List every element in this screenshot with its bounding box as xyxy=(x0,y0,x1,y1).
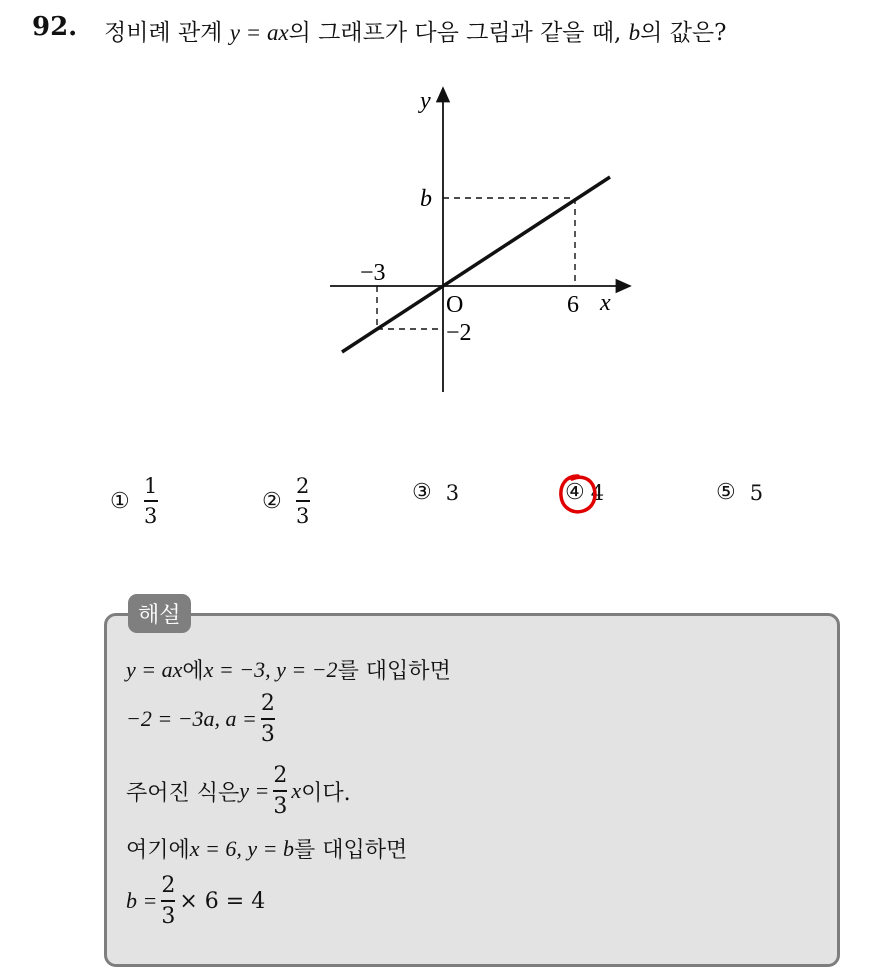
proportion-graph xyxy=(300,78,660,408)
x-axis-label: x xyxy=(600,290,611,316)
sol-eq: × 6 = 4 xyxy=(179,888,266,914)
answer-mark-icon xyxy=(555,470,601,518)
sol-text: 를 대입하면 xyxy=(337,659,451,684)
choice-5-number: ⑤ xyxy=(716,480,736,505)
choice-2-number: ② xyxy=(262,488,282,514)
sol-denominator: 3 xyxy=(260,722,275,748)
choice-1[interactable] xyxy=(110,475,158,527)
label-6: 6 xyxy=(567,292,579,318)
sol-text: 주어진 식은 xyxy=(126,780,240,806)
fraction-bar xyxy=(273,790,287,792)
sol-sub: x = 6, y = b xyxy=(189,835,294,861)
choice-1-numerator: 1 xyxy=(144,474,158,498)
solution-line-5 xyxy=(126,874,265,928)
sol-text: 를 대입하면 xyxy=(294,838,408,863)
sol-fraction xyxy=(161,874,175,928)
choice-2-fraction xyxy=(296,475,310,527)
solution-line-2 xyxy=(126,692,279,746)
sol-text: 이다. xyxy=(301,780,351,806)
sol-numerator: 2 xyxy=(260,691,275,716)
choice-1-denominator: 3 xyxy=(144,504,158,529)
fraction-bar xyxy=(261,718,275,720)
solution-line-1 xyxy=(126,654,451,685)
fraction-bar xyxy=(296,500,310,502)
sol-numerator: 2 xyxy=(161,873,176,898)
choice-1-fraction xyxy=(144,475,158,527)
sol-numerator: 2 xyxy=(273,763,288,788)
problem-number: 92. xyxy=(32,12,78,42)
origin-label: O xyxy=(446,292,464,318)
problem-equation: y = ax xyxy=(229,20,289,45)
label-neg2: −2 xyxy=(446,320,472,346)
sol-denominator: 3 xyxy=(161,904,176,930)
label-neg3: −3 xyxy=(360,260,386,286)
choice-2[interactable] xyxy=(262,475,310,527)
choice-3-number: ③ xyxy=(412,480,432,505)
choice-3[interactable] xyxy=(412,480,459,505)
sol-var: x xyxy=(291,778,302,804)
label-b: b xyxy=(420,186,432,212)
sol-denominator: 3 xyxy=(273,794,288,820)
problem-text-part2: 의 그래프가 다음 그림과 같을 때, xyxy=(288,20,629,46)
choice-1-number: ① xyxy=(110,488,130,514)
problem-text-part3: 의 값은? xyxy=(640,20,727,46)
fraction-bar xyxy=(144,500,158,502)
sol-eq: y = xyxy=(239,778,270,804)
choice-2-denominator: 3 xyxy=(296,504,310,529)
sol-fraction xyxy=(273,764,287,818)
problem-text-part1: 정비례 관계 xyxy=(104,20,230,46)
fraction-bar xyxy=(161,900,175,902)
choice-4-value: 4 xyxy=(590,480,605,505)
y-axis-label: y xyxy=(420,88,431,114)
sol-eq: −2 = −3a, a = xyxy=(126,706,257,732)
sol-text: 여기에 xyxy=(126,838,190,863)
problem-var-b: b xyxy=(628,20,641,45)
choice-5[interactable] xyxy=(716,480,763,505)
solution-line-3 xyxy=(126,764,351,818)
sol-text: 에 xyxy=(182,659,204,684)
choice-3-value: 3 xyxy=(445,480,460,505)
sol-fraction xyxy=(261,692,275,746)
solution-tag: 해설 xyxy=(128,594,191,633)
solution-line-4 xyxy=(126,833,407,864)
sol-sub: x = −3, y = −2 xyxy=(203,656,338,682)
sol-eq: b = xyxy=(126,888,158,914)
problem-text xyxy=(104,14,726,47)
choice-4[interactable] xyxy=(565,480,604,505)
choice-4-number xyxy=(565,480,585,505)
choice-2-numerator: 2 xyxy=(296,474,310,498)
choice-4-number-text: ④ xyxy=(565,480,585,505)
choice-5-value: 5 xyxy=(749,480,764,505)
sol-eq: y = ax xyxy=(126,656,183,682)
